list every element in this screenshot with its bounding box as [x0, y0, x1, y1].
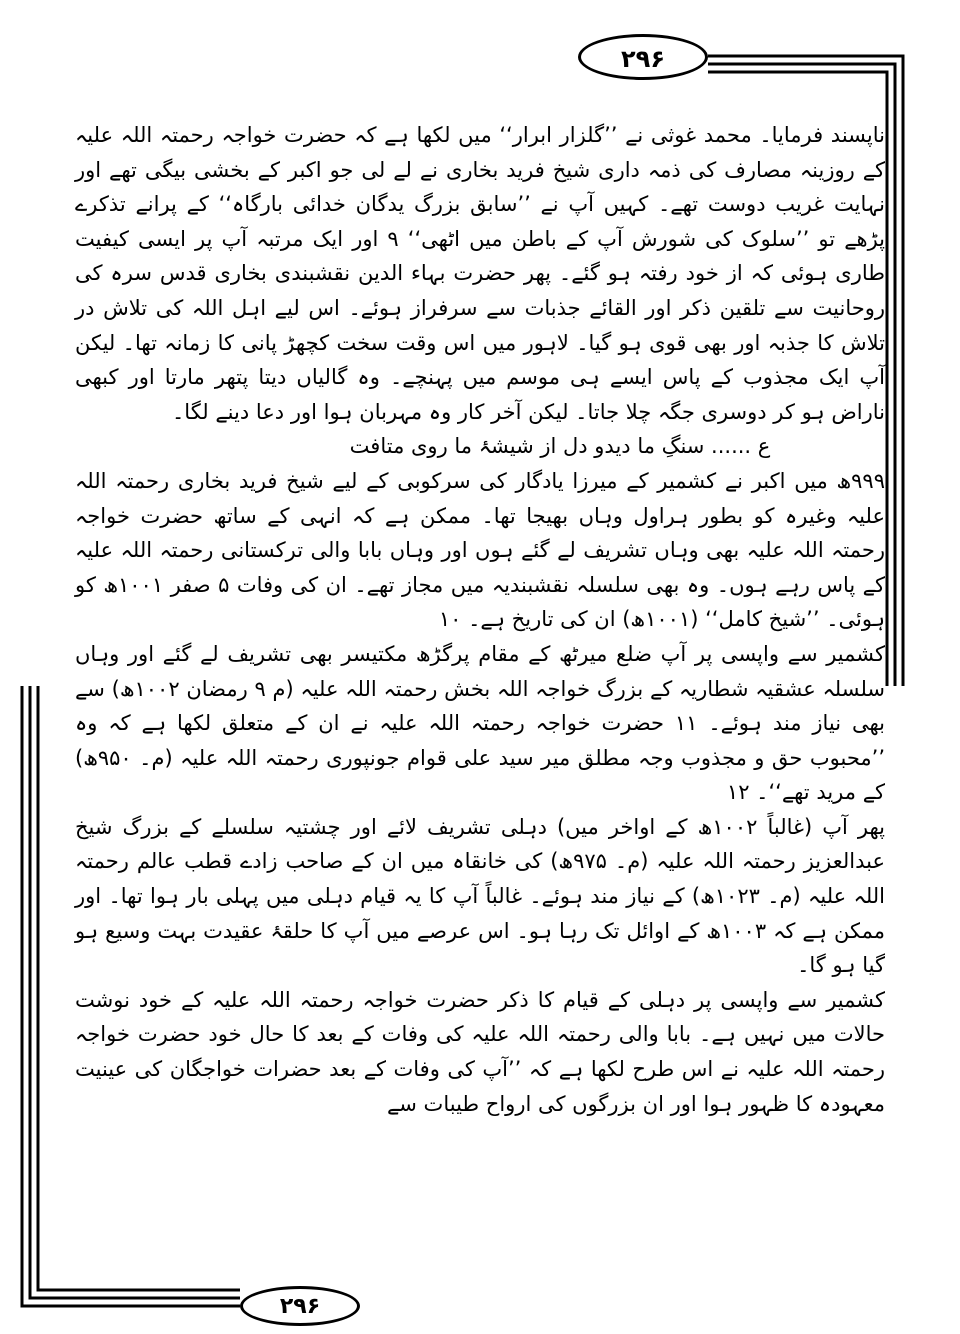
paragraph-1: ناپسند فرمایا۔ محمد غوثی نے ’’گلزار ابرار‘‘ میں لکھا ہے کہ حضرت خواجہ رحمتہ اللہ علیہ کے روزینہ مصارف کی ذمہ داری شیخ فرید بخاری نے لے لی جو اکبر کے بخشی بیگی تھے اور نہایت غریب دوست تھے۔ کہیں آپ نے ’’سابق بزرگ یدگان خدائی بارگاہ‘‘ کے پرانے تذکرے پڑھے تو ’’سلوک کی شورش آپ کے باطن میں اٹھی‘‘ ۹ اور ایک مرتبہ آپ پر ایسی کیفیت طاری ہوئی کہ از خود رفتہ ہو گئے۔ پھر حضرت بہاء الدین نقشبندی بخاری قدس سرہ کی روحانیت سے تلقین ذکر اور القائے جذبات سے سرفراز ہوئے۔ اس لیے اہل اللہ کی تلاش در تلاش کا جذبہ اور بھی قوی ہو گیا۔ لاہور میں اس وقت سخت کچھڑ پانی کا زمانہ تھا۔ لیکن آپ ایک مجذوب کے پاس ایسے ہی موسم میں پہنچے۔ وہ گالیاں دیتا پتھر مارتا اور کبھی ناراض ہو کر دوسری جگہ چلا جاتا۔ لیکن آخر کار وہ مہربان ہوا اور دعا دینے لگا۔ — [75, 123, 886, 424]
main-text — [75, 118, 885, 1121]
paragraph-4: پھر آپ (غالباً ۱۰۰۲ھ کے اواخر میں) دہلی تشریف لائے اور چشتیہ سلسلے کے بزرگ شیخ عبدالعزیز رحمتہ اللہ علیہ (م۔ ۹۷۵ھ) کی خانقاہ میں ان کے صاحب زادے قطب عالم رحمتہ اللہ علیہ (م۔ ۱۰۲۳ھ) کے نیاز مند ہوئے۔ غالباً آپ کا یہ قیام دہلی میں پہلی بار ہوا تھا۔ اور ممکن ہے کہ ۱۰۰۳ھ کے اوائل تک رہا ہو۔ اس عرصے میں آپ کا حلقۂ عقیدت بہت وسیع ہو گیا ہو گا۔ — [75, 814, 886, 978]
page-number-top: ۲۹۶ — [578, 34, 708, 80]
verse-line: ع ...... سنگِ ما دیدو دل از شیشۂ ما روی متافت — [349, 434, 771, 459]
page-number-bottom: ۲۹۶ — [240, 1286, 360, 1326]
paragraph-3: کشمیر سے واپسی پر آپ ضلع میرٹھ کے مقام پرگڑھ مکتیسر بھی تشریف لے گئے اور وہاں سلسلہ عشقیہ شطاریہ کے بزرگ خواجہ اللہ بخش رحمتہ اللہ علیہ (م ۹ رمضان ۱۰۰۲ھ) سے بھی نیاز مند ہوئے۔ ۱۱ حضرت خواجہ رحمتہ اللہ علیہ نے ان کے متعلق لکھا ہے کہ وہ ’’محبوب حق و مجذوب وجہ مطلق میر سید علی قوام جونپوری رحمتہ اللہ علیہ (م۔ ۹۵۰ھ) کے مرید تھے‘‘۔ ۱۲ — [75, 641, 885, 805]
paragraph-2: ۹۹۹ھ میں اکبر نے کشمیر کے میرزا یادگار کی سرکوبی کے لیے شیخ فرید بخاری رحمتہ اللہ علیہ وغیرہ کو بطور ہراول وہاں بھیجا تھا۔ ممکن ہے کہ انہی کے ساتھ حضرت خواجہ رحمتہ اللہ علیہ بھی وہاں تشریف لے گئے ہوں اور وہاں بابا والی ترکستانی رحمتہ اللہ علیہ کے پاس رہے ہوں۔ وہ بھی سلسلہ نقشبندیہ میں مجاز تھے۔ ان کی وفات ۵ صفر ۱۰۰۱ھ کو ہوئی۔ ’’شیخ کامل‘‘ (۱۰۰۱ھ) ان کی تاریخ ہے۔ ۱۰ — [75, 468, 885, 632]
paragraph-5: کشمیر سے واپسی پر دہلی کے قیام کا ذکر حضرت خواجہ رحمتہ اللہ علیہ کے خود نوشت حالات میں نہیں ہے۔ بابا والی رحمتہ اللہ علیہ کی وفات کے بعد کا حال خود حضرت خواجہ رحمتہ اللہ علیہ نے اس طرح لکھا ہے کہ ’’آپ کی وفات کے بعد حضرات خواجگان کی عینیت معہودہ کا ظہور ہوا اور ان بزرگوں کی ارواح طیبات سے — [75, 987, 885, 1116]
